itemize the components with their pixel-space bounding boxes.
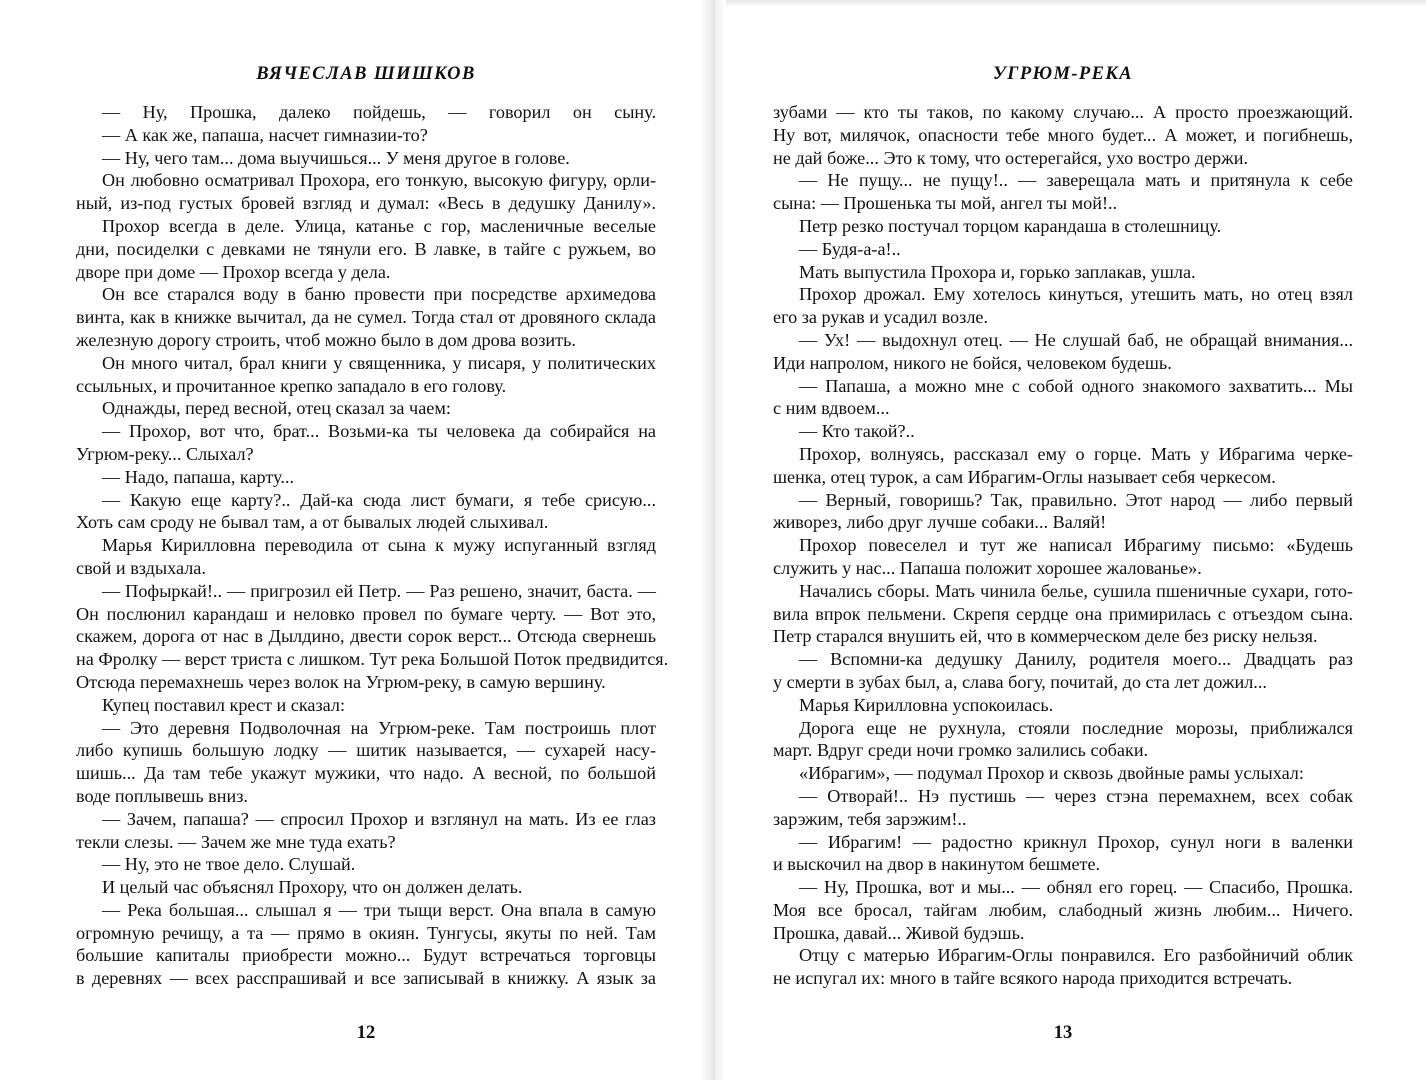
text-line: его за рукав и усадил возле.: [773, 307, 989, 328]
text-line: живорез, либо друг лучше собаки... Валяй!: [773, 512, 1107, 533]
text-line: — Прохор, вот что, брат... Возьми-ка ты человека да собирайся на: [102, 421, 656, 442]
right-page-text: [773, 101, 1353, 990]
text-line: дворе при доме — Прохор всегда у дела.: [76, 261, 391, 282]
text-line: и выскочил на двор в накинутом бешмете.: [773, 854, 1101, 875]
text-line: ссыльных, и прочитанное крепко западало в его голову.: [76, 375, 507, 396]
text-line: — Ну, Прошка, далеко пойдешь, — говорил он сыну.: [102, 102, 656, 122]
text-line: И целый час объяснял Прохору, что он должен делать.: [102, 877, 523, 898]
text-line: в деревнях — всех расспрашивай и все записывай в книжку. А язык за: [76, 968, 656, 989]
text-line: Марья Кирилловна успокоилась.: [799, 694, 1054, 715]
text-line: Он все старался воду в баню провести при посредстве архимедова: [102, 284, 656, 305]
text-line: зубами — кто ты таков, по какому случаю... А просто проезжающий.: [773, 102, 1353, 122]
text-line: — Ибрагим! — радостно крикнул Прохор, сунул ноги в валенки: [799, 831, 1353, 852]
text-line: — Ну, Прошка, вот и мы... — обнял его горец. — Спасибо, Прошка.: [799, 877, 1353, 898]
text-line: — Вспомни-ка дедушку Данилу, родителя моего... Двадцать раз: [799, 649, 1353, 670]
text-line: — Папаша, а можно мне с собой одного знакомого захватить... Мы: [799, 375, 1353, 396]
text-line: скажем, дорога от нас в Дылдино, двести сорок верст... Отсюда свернешь: [76, 626, 656, 647]
text-line: Он послюнил карандаш и неловко провел по бумаге черту. — Вот это,: [76, 603, 656, 624]
page-number-left: 12: [356, 1023, 376, 1043]
text-line: Дорога еще не рухнула, стояли последние морозы, приближался: [799, 717, 1353, 738]
text-line: огромную речищу, а та — прямо в окиян. Тунгусы, якуты по ней. Там: [76, 922, 656, 943]
text-line: на Фролку — верст триста с лишком. Тут река Большой Поток предвидится.: [76, 649, 669, 670]
text-line: служить у нас... Папаша положит хорошее жалованье».: [773, 557, 1202, 578]
page-number-right: 13: [1053, 1023, 1073, 1043]
text-line: Моя все бросал, тайгам любим, слабодный жизнь любим... Ничего.: [773, 899, 1353, 920]
text-line: «Ибрагим», — подумал Прохор и сквозь двойные рамы услыхал:: [799, 763, 1304, 784]
text-line: Он много читал, брал книги у священника, у писаря, у политических: [102, 352, 656, 373]
text-line: большие капиталы приобрести можно... Будут встречаться торговцы: [76, 945, 656, 966]
text-line: Хоть сам сроду не бывал там, а от бывалых людей слыхивал.: [76, 512, 549, 533]
text-line: Начались сборы. Мать чинила белье, сушила пшеничные сухари, гото-: [799, 580, 1353, 601]
book-gutter: [700, 0, 726, 1080]
text-line: Он любовно осматривал Прохора, его тонкую, высокую фигуру, орли-: [102, 170, 656, 191]
text-line: Прохор повеселел и тут же написал Ибрагиму письмо: «Будешь: [799, 535, 1353, 556]
text-line: Прошка, давай... Живой будэшь.: [773, 922, 1025, 943]
text-line: у смерти в зубах был, а, слава богу, почитай, до ста лет дожил...: [773, 671, 1267, 692]
text-line: не испугал их: много в тайге всякого народа приходится встречать.: [773, 968, 1293, 989]
text-line: ный, из-под густых бровей взгляд и думал: «Весь в дедушку Данилу».: [76, 193, 656, 214]
text-line: Иди напролом, никого не бойся, человеком будешь.: [773, 352, 1172, 373]
text-line: — Отворай!.. Нэ пустишь — через стэна перемахнем, всех собак: [799, 785, 1353, 806]
text-line: Купец поставил крест и сказал:: [102, 694, 346, 715]
text-line: Петр резко постучал торцом карандаша в столешницу.: [799, 215, 1222, 236]
text-line: — Какую еще карту?.. Дай-ка сюда лист бумаги, я тебе срисую...: [102, 489, 656, 510]
text-line: — Пофыркай!.. — пригрозил ей Петр. — Раз решено, значит, баста. —: [102, 580, 656, 601]
text-line: — Река большая... слышал я — три тыщи верст. Она впала в самую: [102, 899, 656, 920]
text-line: зарэжим, тебя зарэжим!..: [773, 808, 967, 829]
text-line: — Верный, говоришь? Так, правильно. Этот народ — либо первый: [799, 489, 1353, 510]
right-page: [773, 0, 1353, 1080]
text-line: винта, как в книжке вычитал, да не сумел. Тогда стал от дровяного склада: [76, 307, 656, 328]
left-page: [76, 0, 669, 1080]
running-head-title: УГРЮМ-РЕКА: [992, 64, 1134, 84]
text-line: — Кто такой?..: [799, 421, 915, 442]
text-line: Угрюм-реку... Слыхал?: [76, 443, 254, 464]
text-line: Прохор дрожал. Ему хотелось кинуться, утешить мать, но отец взял: [799, 284, 1353, 305]
text-line: — Ну, это не твое дело. Слушай.: [102, 854, 356, 875]
text-line: дни, посиделки с девками не тянули его. В лавке, в тайге с ружьем, во: [76, 238, 656, 259]
text-line: март. Вдруг среди ночи громко залились собаки.: [773, 740, 1149, 761]
text-line: воде поплывешь вниз.: [76, 785, 248, 806]
text-line: Марья Кирилловна переводила от сына к мужу испуганный взгляд: [102, 535, 656, 556]
left-page-text: [76, 101, 669, 990]
text-line: Прохор, волнуясь, рассказал ему о горце. Мать у Ибрагима черке-: [799, 443, 1353, 464]
text-line: с ним вдвоем...: [773, 398, 890, 419]
text-line: шишь... Да там тебе укажут мужики, что надо. А весной, по большой: [76, 763, 656, 784]
running-head-author: ВЯЧЕСЛАВ ШИШКОВ: [256, 64, 476, 84]
text-line: свой и вздыхала.: [76, 557, 206, 578]
text-line: Однажды, перед весной, отец сказал за чаем:: [102, 398, 451, 419]
text-line: Ну вот, милячок, опасности тебе много будет... А может, и погибнешь,: [773, 124, 1353, 145]
text-line: — Зачем, папаша? — спросил Прохор и взглянул на мать. Из ее глаз: [102, 808, 656, 829]
text-line: — Будя-а-а!..: [799, 238, 901, 259]
text-line: — Ух! — выдохнул отец. — Не слушай баб, не обращай внимания...: [799, 329, 1353, 350]
text-line: сына: — Прошенька ты мой, ангел ты мой!..: [773, 193, 1118, 214]
text-line: текли слезы. — Зачем же мне туда ехать?: [76, 831, 396, 852]
text-line: Петр старался внушить ей, что в коммерческом деле без риску нельзя.: [773, 626, 1318, 647]
text-line: Отцу с матерью Ибрагим-Оглы понравился. Его разбойничий облик: [799, 945, 1353, 966]
text-line: шенка, отец турок, а сам Ибрагим-Оглы называет себя черкесом.: [773, 466, 1276, 487]
text-line: — Это деревня Подволочная на Угрюм-реке. Там построишь плот: [102, 717, 656, 738]
text-line: — Не пущу... не пущу!.. — заверещала мать и притянула к себе: [799, 170, 1353, 191]
text-line: Отсюда перемахнешь через волок на Угрюм-реку, в самую вершину.: [76, 671, 606, 692]
text-line: — Надо, папаша, карту...: [102, 466, 295, 487]
text-line: — Ну, чего там... дома выучишься... У меня другое в голове.: [102, 147, 570, 168]
text-line: железную дорогу строить, чтоб можно было в дом дрова возить.: [76, 329, 576, 350]
text-line: вила впрок пельмени. Скрепя сердце она примирилась с отъездом сына.: [773, 603, 1353, 624]
text-line: либо купишь большую лодку — шитик называется, — сухарей насу-: [76, 740, 656, 761]
text-line: не дай боже... Это к тому, что остерегайся, ухо востро держи.: [773, 147, 1248, 168]
text-line: Мать выпустила Прохора и, горько заплакав, ушла.: [799, 261, 1196, 282]
text-line: — А как же, папаша, насчет гимназии-то?: [102, 124, 428, 145]
text-line: Прохор всегда в деле. Улица, катанье с гор, масленичные веселые: [102, 215, 656, 236]
